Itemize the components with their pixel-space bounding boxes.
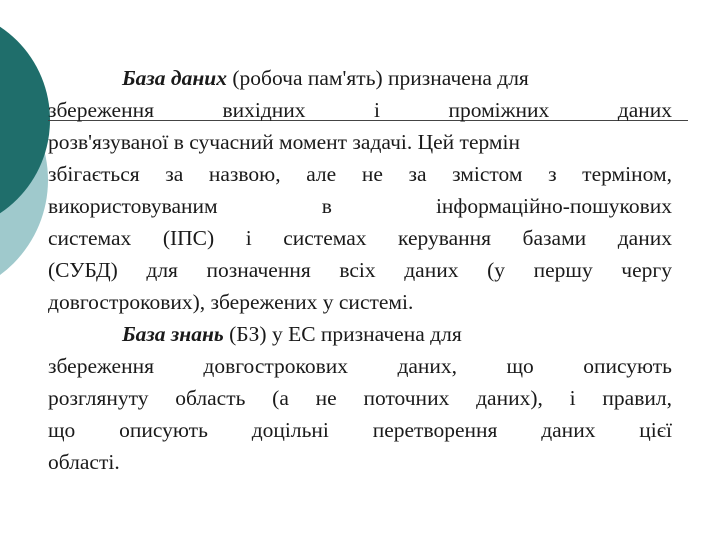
p1-line-4 xyxy=(48,158,672,190)
word: даних xyxy=(541,418,596,442)
p2-line-4 xyxy=(48,414,672,446)
word: розглянуту xyxy=(48,386,149,410)
p1-line-7 xyxy=(48,254,672,286)
p1-line-6 xyxy=(48,222,672,254)
word: цієї xyxy=(639,418,672,442)
word: за xyxy=(408,162,427,186)
word: не xyxy=(315,386,337,410)
p1-line-5 xyxy=(48,190,672,222)
word: і xyxy=(245,226,252,250)
word: даних xyxy=(617,98,672,122)
word: вихідних xyxy=(222,98,306,122)
word: позначення xyxy=(206,258,311,282)
p2-line-1-rest: (БЗ) у ЕС призначена для xyxy=(223,322,462,346)
word: (ІПС) xyxy=(162,226,215,250)
p1-line-1-rest: (робоча пам'ять) призначена для xyxy=(226,66,529,90)
word: першу xyxy=(533,258,593,282)
word: але xyxy=(306,162,337,186)
word: системах xyxy=(48,226,132,250)
word: правил, xyxy=(602,386,672,410)
word: описують xyxy=(119,418,208,442)
word: довгострокових xyxy=(203,354,349,378)
p2-line-1 xyxy=(48,318,672,350)
word: керування xyxy=(398,226,492,250)
p2-line-3 xyxy=(48,382,672,414)
word: чергу xyxy=(621,258,672,282)
word: що xyxy=(48,418,76,442)
word: за xyxy=(165,162,184,186)
p2-line-2 xyxy=(48,350,672,382)
word: для xyxy=(146,258,178,282)
word: і xyxy=(569,386,576,410)
word: збігається xyxy=(48,162,140,186)
word: системах xyxy=(283,226,367,250)
word: (у xyxy=(487,258,505,282)
word: перетворення xyxy=(372,418,498,442)
word: доцільні xyxy=(251,418,329,442)
term-database: База даних xyxy=(122,66,227,90)
word: проміжних xyxy=(448,98,550,122)
word: що xyxy=(506,354,534,378)
word: базами xyxy=(522,226,587,250)
word: інформаційно-пошукових xyxy=(435,194,672,218)
word: (а xyxy=(272,386,289,410)
word: даних xyxy=(404,258,459,282)
p1-line-1 xyxy=(48,62,672,94)
word: терміном, xyxy=(582,162,672,186)
word: (СУБД) xyxy=(48,258,118,282)
term-knowledge-base: База знань xyxy=(122,322,224,346)
p1-line-2 xyxy=(48,94,672,126)
word: не xyxy=(361,162,383,186)
word: даних xyxy=(617,226,672,250)
p1-line-8: довгострокових), збережених у системі. xyxy=(48,290,414,314)
word: даних, xyxy=(397,354,458,378)
word: використовуваним xyxy=(48,194,218,218)
p2-line-5: області. xyxy=(48,450,120,474)
word: і xyxy=(374,98,381,122)
word: змістом xyxy=(452,162,523,186)
word: збереження xyxy=(48,354,154,378)
word: збереження xyxy=(48,98,154,122)
word: область xyxy=(175,386,246,410)
word: описують xyxy=(583,354,672,378)
word: даних), xyxy=(476,386,543,410)
word: поточних xyxy=(363,386,450,410)
word: з xyxy=(548,162,557,186)
word: всіх xyxy=(339,258,376,282)
word: назвою, xyxy=(208,162,281,186)
p1-line-3: розв'язуваної в сучасний момент задачі. Цей термін xyxy=(48,130,521,154)
slide-text xyxy=(48,62,672,478)
word: в xyxy=(321,194,332,218)
